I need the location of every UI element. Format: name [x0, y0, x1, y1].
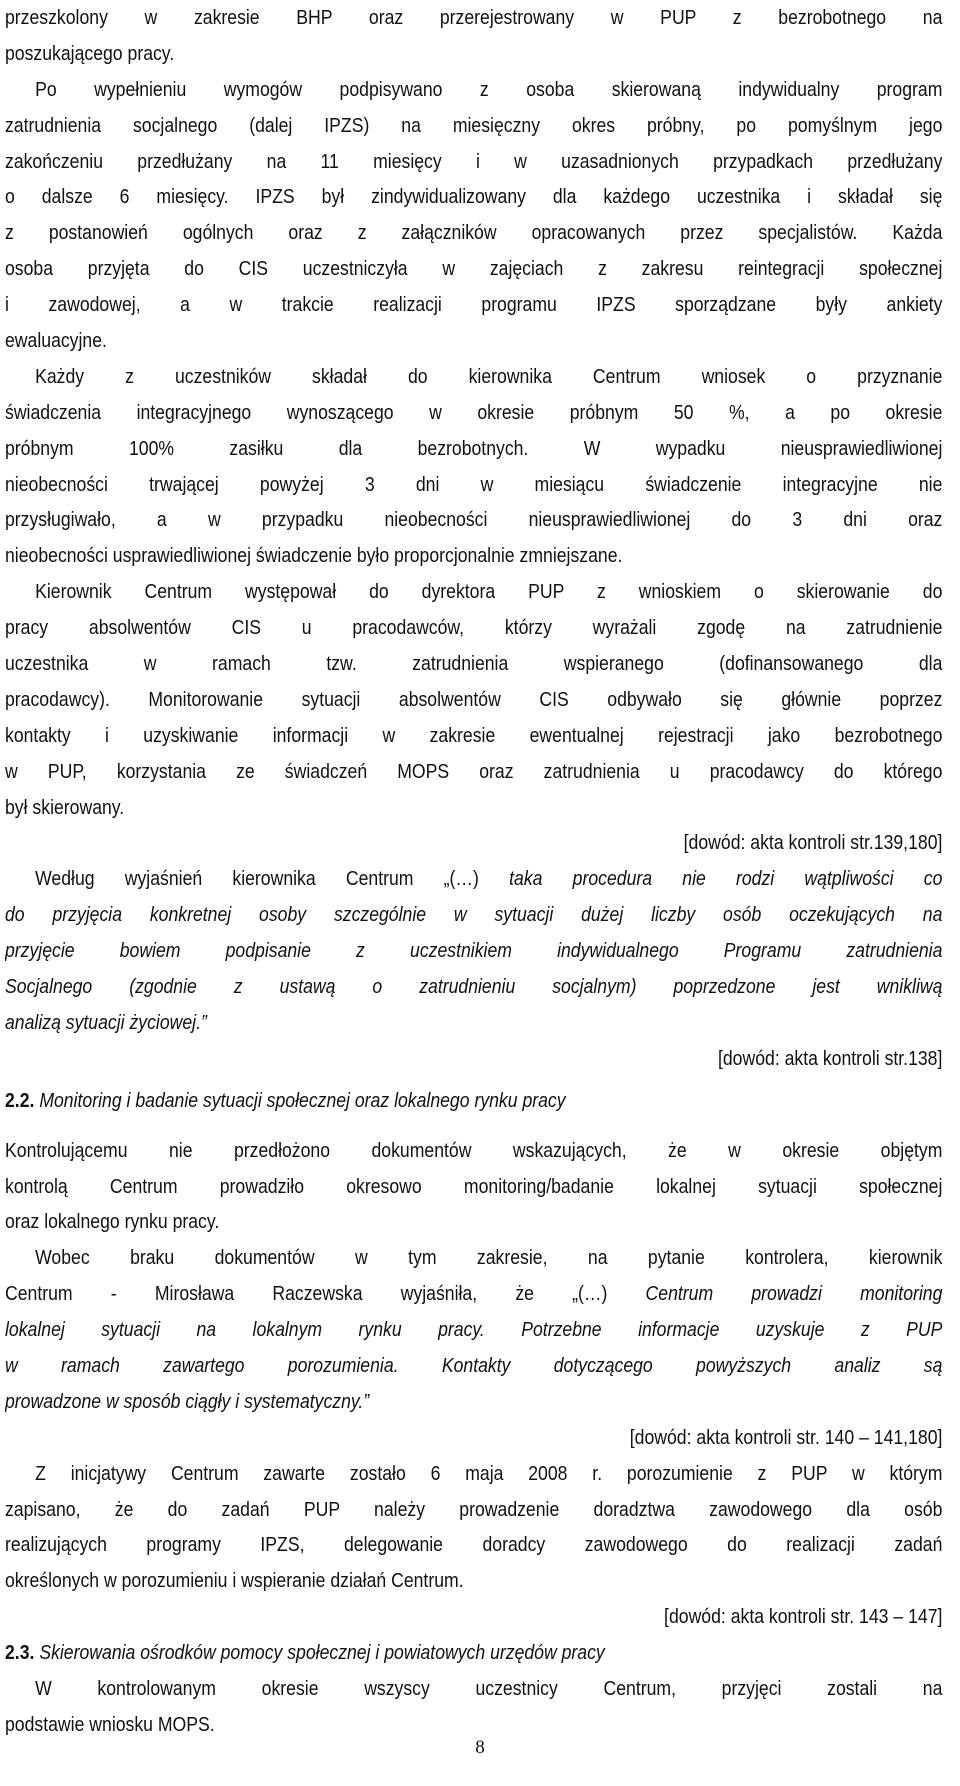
text-line: w ramach zawartego porozumienia. Kontakty dotyczącego powyższych analiz są [5, 1353, 943, 1377]
section-title: Monitoring i badanie sytuacji społecznej oraz lokalnego rynku pracy [34, 1088, 566, 1112]
text-line: Po wypełnieniu wymogów podpisywano z osoba skierowaną indywidualny program [35, 77, 943, 101]
text-line: zapisano, że do zadań PUP należy prowadzenie doradztwa zawodowego dla osób [5, 1497, 943, 1521]
text-line: był skierowany. [5, 795, 125, 819]
text-line: w PUP, korzystania ze świadczeń MOPS oraz zatrudnienia u pracodawcy do którego [5, 759, 943, 783]
text-line: pracy absolwentów CIS u pracodawców, którzy wyrażali zgodę na zatrudnienie [5, 616, 943, 640]
text-line: pracodawcy). Monitorowanie sytuacji absolwentów CIS odbywało się głównie poprzez [5, 687, 943, 711]
text-line: świadczenia integracyjnego wynoszącego w okresie próbnym 50 %, a po okresie [5, 400, 943, 424]
text-line: Według wyjaśnień kierownika Centrum „(…) taka procedura nie rodzi wątpliwości co [35, 867, 943, 891]
text-line: przyjęcie bowiem podpisanie z uczestnikiem indywidualnego Programu zatrudnienia [5, 939, 943, 963]
text-line: zatrudnienia socjalnego (dalej IPZS) na miesięczny okres próbny, po pomyślnym jego [5, 113, 943, 137]
text-line: ewaluacyjne. [5, 329, 107, 353]
evidence-reference: [dowód: akta kontroli str. 140 – 141,180] [629, 1425, 943, 1449]
text-line: Kierownik Centrum występował do dyrektora PUP z wnioskiem o skierowanie do [35, 580, 943, 604]
text-line: Kontrolującemu nie przedłożono dokumentów wskazujących, że w okresie objętym [5, 1138, 943, 1162]
text-line: osoba przyjęta do CIS uczestniczyła w zajęciach z zakresu reintegracji społecznej [5, 257, 943, 281]
text-line: Centrum - Mirosława Raczewska wyjaśniła, że „(…) Centrum prowadzi monitoring [5, 1282, 943, 1306]
text-line: z postanowień ogólnych oraz z załączników opracowanych przez specjalistów. Każda [5, 221, 943, 245]
text-line: kontrolą Centrum prowadziło okresowo monitoring/badanie lokalnej sytuacji społecznej [5, 1174, 943, 1198]
text-line: Wobec braku dokumentów w tym zakresie, na pytanie kontrolera, kierownik [35, 1246, 943, 1270]
text-line: przeszkolony w zakresie BHP oraz przerejestrowany w PUP z bezrobotnego na [5, 6, 943, 29]
section-number: 2.2. [5, 1088, 35, 1112]
text-line: do przyjęcia konkretnej osoby szczególnie w sytuacji dużej liczby osób oczekujących na [5, 903, 943, 927]
text-line: przysługiwało, a w przypadku nieobecności nieusprawiedliwionej do 3 dni oraz [5, 508, 943, 532]
section-number: 2.3. [5, 1641, 35, 1665]
text-line: określonych w porozumieniu i wspieranie działań Centrum. [5, 1569, 464, 1593]
text-line: podstawie wniosku MOPS. [5, 1712, 215, 1736]
text-line: oraz lokalnego rynku pracy. [5, 1210, 220, 1234]
text-line: zakończeniu przedłużany na 11 miesięcy i w uzasadnionych przypadkach przedłużany [5, 149, 943, 173]
text-line: uczestnika w ramach tzw. zatrudnienia wspieranego (dofinansowanego dla [5, 652, 943, 676]
text-line: kontakty i uzyskiwanie informacji w zakresie ewentualnej rejestracji jako bezrobotnego [5, 723, 943, 747]
text-line: Każdy z uczestników składał do kierownika Centrum wniosek o przyznanie [35, 364, 943, 388]
text-line: i zawodowej, a w trakcie realizacji programu IPZS sporządzane były ankiety [5, 293, 943, 317]
text-line: nieobecności usprawiedliwionej świadczenie było proporcjonalnie zmniejszane. [5, 544, 623, 568]
text-line: Z inicjatywy Centrum zawarte zostało 6 maja 2008 r. porozumienie z PUP w którym [35, 1461, 943, 1485]
section-title: Skierowania ośrodków pomocy społecznej i powiatowych urzędów pracy [34, 1641, 605, 1665]
text-block-1 [5, 0, 943, 1077]
text-line: nieobecności trwającej powyżej 3 dni w miesiącu świadczenie integracyjne nie [5, 472, 943, 496]
text-line: W kontrolowanym okresie wszyscy uczestnicy Centrum, przyjęci zostali na [35, 1676, 943, 1700]
evidence-reference: [dowód: akta kontroli str.139,180] [683, 831, 943, 855]
text-line: prowadzone w sposób ciągły i systematyczny.” [5, 1389, 370, 1413]
text-line: lokalnej sytuacji na lokalnym rynku pracy. Potrzebne informacje uzyskuje z PUP [5, 1318, 943, 1342]
text-line: o dalsze 6 miesięcy. IPZS był zindywidualizowany dla każdego uczestnika i składał się [5, 185, 943, 209]
text-line: poszukającego pracy. [5, 41, 175, 65]
text-block-2 [5, 1133, 943, 1635]
section-heading-2-3 [5, 1635, 942, 1671]
text-line: analizą sytuacji życiowej.” [5, 1010, 207, 1034]
section-heading-2-2 [5, 1083, 942, 1119]
text-line: Socjalnego (zgodnie z ustawą o zatrudnieniu socjalnym) poprzedzone jest wnikliwą [5, 975, 943, 999]
evidence-reference: [dowód: akta kontroli str. 143 – 147] [664, 1605, 943, 1629]
evidence-reference: [dowód: akta kontroli str.138] [717, 1046, 943, 1070]
text-line: próbnym 100% zasiłku dla bezrobotnych. W wypadku nieusprawiedliwionej [5, 436, 943, 460]
text-block-3 [5, 1671, 943, 1743]
text-line: realizujących programy IPZS, delegowanie doradcy zawodowego do realizacji zadań [5, 1533, 943, 1557]
page-number: 8 [475, 1737, 485, 1758]
